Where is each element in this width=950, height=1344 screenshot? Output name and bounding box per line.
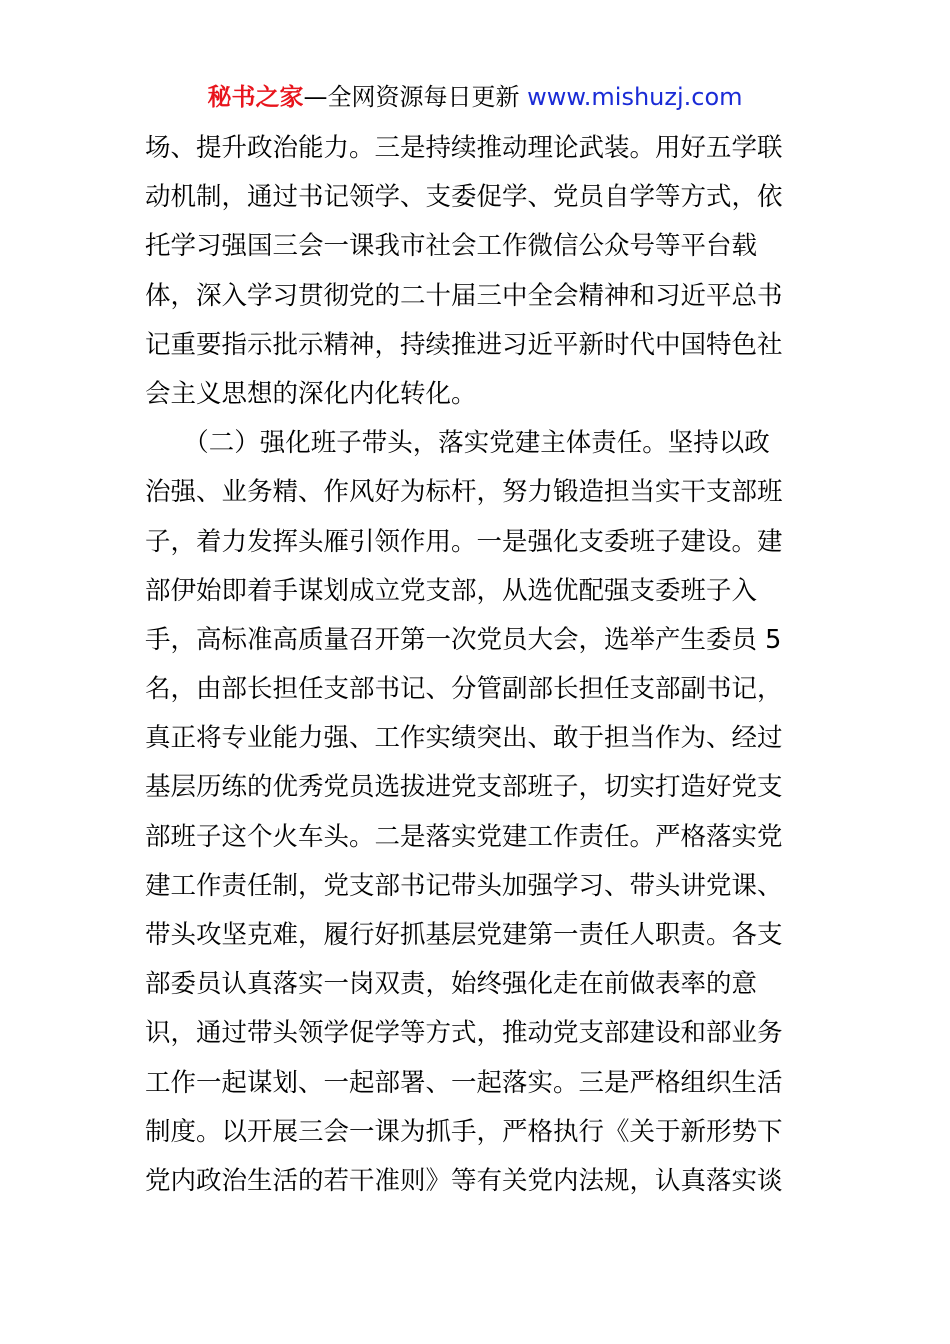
text-line: 识，通过带头领学促学等方式，推动党支部建设和部业务 <box>145 1018 783 1049</box>
site-url-link[interactable]: www.mishuzj.com <box>527 83 743 111</box>
text-line: 党内政治生活的若干准则》等有关党内法规，认真落实谈 <box>145 1165 783 1196</box>
text-line: 会主义思想的深化内化转化。 <box>145 378 477 409</box>
text-line: 部伊始即着手谋划成立党支部，从选优配强支委班子入 <box>145 575 758 606</box>
text-line: （二）强化班子带头，落实党建主体责任。坚持以政 <box>145 428 770 459</box>
text-line: 治强、业务精、作风好为标杆，努力锻造担当实干支部班 <box>145 477 783 508</box>
text-line: 托学习强国三会一课我市社会工作微信公众号等平台载 <box>145 231 758 262</box>
site-tagline: —全网资源每日更新 <box>303 83 528 111</box>
text-line: 制度。以开展三会一课为抓手，严格执行《关于新形势下 <box>145 1116 783 1147</box>
text-line: 手，高标准高质量召开第一次党员大会，选举产生委员 5 <box>145 624 782 655</box>
text-line: 基层历练的优秀党员选拔进党支部班子，切实打造好党支 <box>145 772 783 803</box>
text-line: 子，着力发挥头雁引领作用。一是强化支委班子建设。建 <box>145 526 783 557</box>
site-brand: 秘书之家 <box>207 83 304 111</box>
text-line: 记重要指示批示精神，持续推进习近平新时代中国特色社 <box>145 329 783 360</box>
site-header <box>0 80 950 114</box>
document-body <box>145 124 815 1206</box>
text-line: 建工作责任制，党支部书记带头加强学习、带头讲党课、 <box>145 870 783 901</box>
text-line: 带头攻坚克难，履行好抓基层党建第一责任人职责。各支 <box>145 920 783 950</box>
text-line: 部委员认真落实一岗双责，始终强化走在前做表率的意 <box>145 969 758 1000</box>
text-line: 真正将专业能力强、工作实绩突出、敢于担当作为、经过 <box>145 723 783 754</box>
text-line: 名，由部长担任支部书记、分管副部长担任支部副书记， <box>145 674 783 705</box>
text-line: 部班子这个火车头。二是落实党建工作责任。严格落实党 <box>145 821 783 852</box>
text-line: 体，深入学习贯彻党的二十届三中全会精神和习近平总书 <box>145 280 783 311</box>
text-line: 工作一起谋划、一起部署、一起落实。三是严格组织生活 <box>145 1067 783 1098</box>
text-line: 动机制，通过书记领学、支委促学、党员自学等方式，依 <box>145 182 783 213</box>
text-line: 场、提升政治能力。三是持续推动理论武装。用好五学联 <box>145 133 783 163</box>
